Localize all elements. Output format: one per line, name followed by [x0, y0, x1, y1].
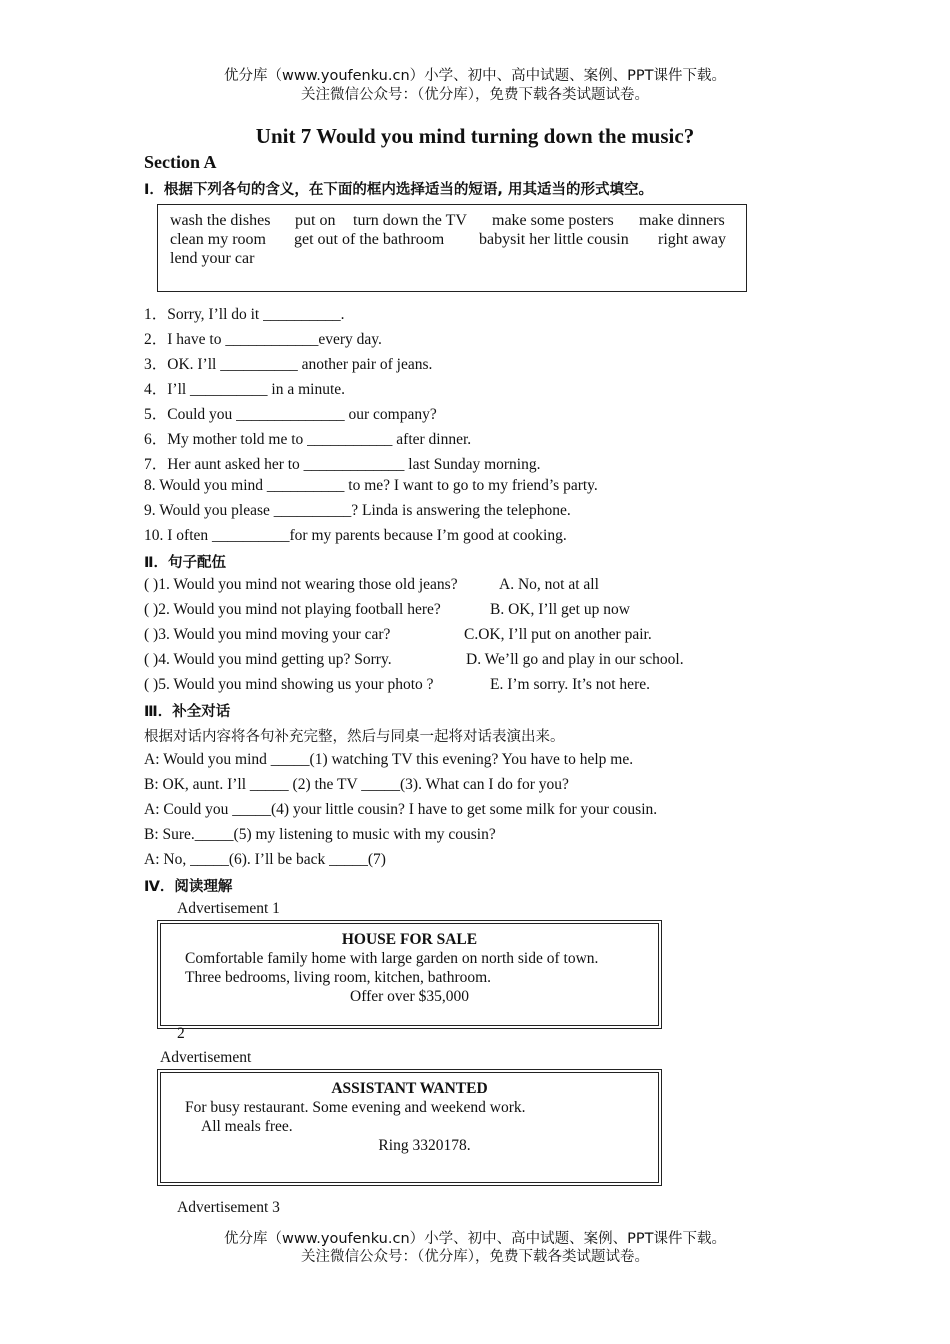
- dialogue-line: B: Sure._____(5) my listening to music with my cousin?: [144, 826, 496, 843]
- header-line-2: 关注微信公众号：（优分库），免费下载各类试题试卷。: [301, 87, 649, 103]
- phrase: put on: [295, 212, 336, 229]
- fill-item: 3．OK. I’ll __________ another pair of jeans.: [144, 356, 433, 373]
- ad1-line: Offer over $35,000: [350, 988, 469, 1005]
- match-question: ( )3. Would you mind moving your car?: [144, 626, 391, 643]
- phrase: right away: [658, 231, 726, 248]
- footer-line-2: 关注微信公众号：（优分库），免费下载各类试题试卷。: [301, 1249, 649, 1265]
- fill-item: 4．I’ll __________ in a minute.: [144, 381, 346, 398]
- part1-heading: Ⅰ．根据下列各句的含义，在下面的框内选择适当的短语, 用其适当的形式填空。: [144, 182, 653, 198]
- header-line-1: 优分库（www.youfenku.cn）小学、初中、高中试题、案例、PPT课件下载。: [224, 68, 726, 84]
- part3-heading: Ⅲ．补全对话: [144, 704, 231, 720]
- part3-instruction: 根据对话内容将各句补充完整，然后与同桌一起将对话表演出来。: [144, 729, 565, 745]
- fill-item: 9. Would you please __________? Linda is answering the telephone.: [144, 502, 571, 519]
- match-answer: C.OK, I’ll put on another pair.: [464, 626, 652, 643]
- section-title: Section A: [144, 152, 217, 172]
- fill-item: 10. I often __________for my parents because I’m good at cooking.: [144, 527, 567, 544]
- ad2-line: All meals free.: [201, 1118, 293, 1135]
- phrase: wash the dishes: [170, 212, 271, 229]
- phrase: make some posters: [492, 212, 614, 229]
- fill-item: 1．Sorry, I’ll do it __________.: [144, 306, 345, 323]
- ad2-title: ASSISTANT WANTED: [331, 1080, 488, 1097]
- phrase: clean my room: [170, 231, 266, 248]
- footer-line-1: 优分库（www.youfenku.cn）小学、初中、高中试题、案例、PPT课件下载。: [224, 1231, 726, 1247]
- match-answer: B. OK, I’ll get up now: [490, 601, 630, 618]
- part2-heading: Ⅱ．句子配伍: [144, 555, 227, 571]
- ad1-label: Advertisement 1: [177, 900, 280, 917]
- ad3-label: Advertisement 3: [177, 1199, 280, 1216]
- fill-item: 5．Could you ______________ our company?: [144, 406, 437, 423]
- dialogue-line: A: No, _____(6). I’ll be back _____(7): [144, 851, 386, 868]
- match-answer: E. I’m sorry. It’s not here.: [490, 676, 650, 693]
- phrase: make dinners: [639, 212, 725, 229]
- ad2-line: For busy restaurant. Some evening and weekend work.: [185, 1099, 526, 1116]
- fill-item: 2．I have to ____________every day.: [144, 331, 382, 348]
- match-question: ( )4. Would you mind getting up? Sorry.: [144, 651, 392, 668]
- dialogue-line: B: OK, aunt. I’ll _____ (2) the TV _____(3). What can I do for you?: [144, 776, 569, 793]
- match-question: ( )5. Would you mind showing us your photo ?: [144, 676, 434, 693]
- phrase-box: [157, 204, 747, 292]
- ad2-label: Advertisement: [160, 1049, 252, 1066]
- phrase: babysit her little cousin: [479, 231, 629, 248]
- match-answer: D. We’ll go and play in our school.: [466, 651, 684, 668]
- page-title: Unit 7 Would you mind turning down the music?: [255, 124, 695, 148]
- ad1-title: HOUSE FOR SALE: [341, 931, 478, 948]
- ad1-line: Comfortable family home with large garden on north side of town.: [185, 950, 599, 967]
- fill-item: 8. Would you mind __________ to me? I want to go to my friend’s party.: [144, 477, 598, 494]
- ad1-box: [157, 920, 662, 1029]
- match-question: ( )2. Would you mind not playing football here?: [144, 601, 441, 618]
- dialogue-line: A: Could you _____(4) your little cousin? I have to get some milk for your cousin.: [144, 801, 658, 818]
- ad2-number: 2: [177, 1025, 185, 1042]
- part4-heading: Ⅳ．阅读理解: [144, 879, 233, 895]
- match-question: ( )1. Would you mind not wearing those old jeans?: [144, 576, 458, 593]
- match-answer: A. No, not at all: [499, 576, 599, 593]
- ad2-box: [157, 1069, 662, 1186]
- phrase: get out of the bathroom: [294, 231, 445, 248]
- phrase: lend your car: [170, 250, 255, 267]
- fill-item: 6．My mother told me to ___________ after dinner.: [144, 431, 472, 448]
- fill-item: 7．Her aunt asked her to _____________ last Sunday morning.: [144, 456, 541, 473]
- ad2-line: Ring 3320178.: [378, 1137, 471, 1154]
- ad1-line: Three bedrooms, living room, kitchen, bathroom.: [185, 969, 492, 986]
- phrase: turn down the TV: [353, 212, 467, 229]
- dialogue-line: A: Would you mind _____(1) watching TV this evening? You have to help me.: [144, 751, 634, 768]
